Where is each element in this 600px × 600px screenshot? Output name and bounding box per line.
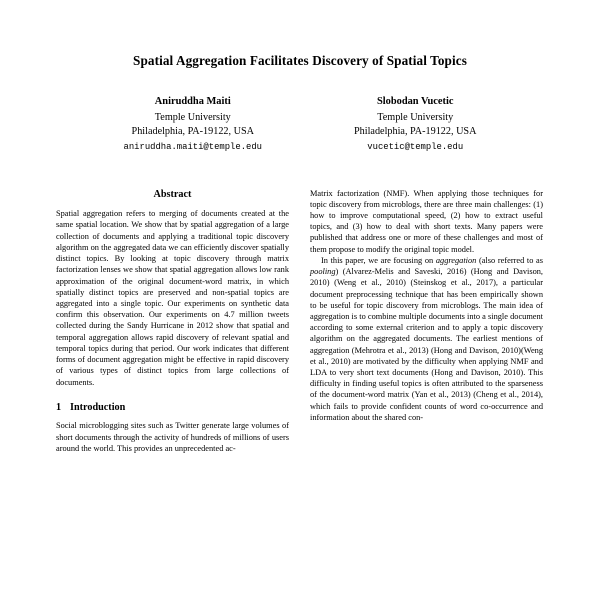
- author-email[interactable]: vucetic@temple.edu: [367, 141, 464, 152]
- author-affiliation: Temple University: [154, 111, 231, 123]
- author-affiliation: Temple University: [377, 111, 454, 123]
- paragraph-text-mid: (also referred to as: [476, 255, 543, 265]
- author-location: Philadelphia, PA-19122, USA: [131, 126, 254, 138]
- section-title: Introduction: [70, 401, 126, 413]
- right-paragraph-2: [310, 255, 543, 423]
- author-location: Philadelphia, PA-19122, USA: [354, 126, 477, 138]
- author-name: Slobodan Vucetic: [376, 96, 454, 108]
- abstract-heading: Abstract: [153, 188, 192, 200]
- section-number: 1: [56, 401, 62, 413]
- left-column: [56, 188, 289, 455]
- emphasis-pooling: pooling: [310, 267, 336, 277]
- author-name: Aniruddha Maiti: [154, 96, 231, 108]
- right-column: [310, 188, 543, 455]
- introduction-paragraph: Social microblogging sites such as Twitter generate large volumes of short documents through the activity of hundreds of millions of users around the world. This provides an unprecedented ac-: [56, 421, 289, 453]
- right-paragraph-1: Matrix factorization (NMF). When applying those techniques for topic discovery from microblogs, there are three main challenges: (1) how to improve computational speed, (2) how to extract useful topics, and (3) how to deal with short texts. Many papers were published that address one or more of these challenges and most of them propose to modify the original topic model.: [310, 188, 543, 254]
- paragraph-text-post: ) (Alvarez-Melis and Saveski, 2016) (Hong and Davison, 2010) (Weng et al., 2010) (Steinskog et al., 2017), a particular document preprocessing technique that has been empirically shown to be useful for topic discovery from microblogs. The main idea of aggregation is to combine multiple documents into a single document according to some external criterion and to apply a topic discovery algorithm on the aggregated documents. The earliest mentions of aggregation (Mehrotra et al., 2013) (Hong and Davison, 2010)(Weng et al., 2010) are motivated by the difficulty when applying NMF and LDA to very short text documents (Hong and Davison, 2010). This difficulty in finding useful topics is often attributed to the sparseness of the document-word matrix (Yan et al., 2013) (Cheng et al., 2014), which fails to provide confident counts of word co-occurrence and information about the shared con-: [310, 267, 543, 422]
- emphasis-aggregation: aggregation: [435, 255, 477, 265]
- author-email[interactable]: aniruddha.maiti@temple.edu: [123, 141, 263, 152]
- author-entry: [124, 95, 262, 153]
- abstract-text: Spatial aggregation refers to merging of documents created at the same spatial location. We show that by spatial aggregation of a large collection of documents and applying a traditional topic discovery algorithm on the aggregated data we can efficiently discover spatially distinct topics. By looking at topic discovery through matrix factorization lenses we show that spatial aggregation allows low rank approximation of the original document-word matrix, in which spatially distinct topics are preserved and non-spatial topics are aggregated into a single topic. Our experiments on synthetic data confirm this observation. Our experiments on 4.7 million tweets collected during the Sandy Hurricane in 2012 show that spatial and temporal aggregation allows rapid discovery of relevant spatial and temporal topics during that period. Our work indicates that different forms of document aggregation might be effective in rapid discovery of various types of distinct topics from large collections of documents.: [56, 209, 289, 387]
- body-columns: [56, 188, 544, 455]
- author-entry: [354, 95, 476, 153]
- page-title: Spatial Aggregation Facilitates Discovery of Spatial Topics: [133, 53, 467, 68]
- section-heading-introduction: [56, 401, 289, 415]
- paragraph-text-pre: In this paper, we are focusing on: [321, 255, 436, 265]
- author-block: [56, 95, 544, 153]
